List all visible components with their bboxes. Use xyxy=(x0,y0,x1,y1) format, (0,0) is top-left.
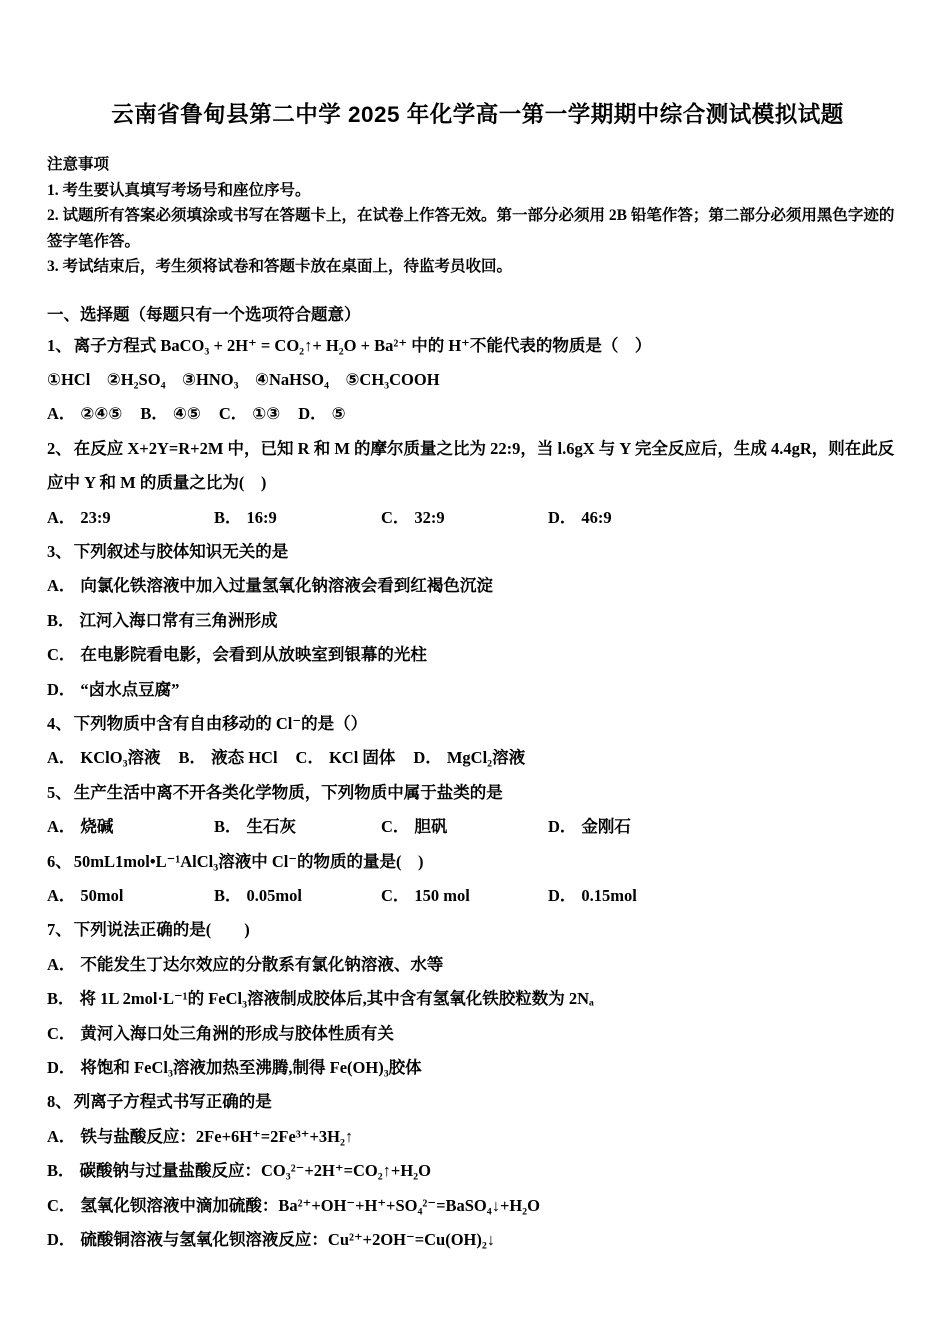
option-text: 32:9 xyxy=(414,507,445,527)
option-label: A． xyxy=(47,886,76,905)
options xyxy=(47,810,908,844)
options xyxy=(47,879,908,913)
option-label: C． xyxy=(47,645,76,665)
option-text: 生石灰 xyxy=(246,817,297,837)
question-text: 在反应 X+2Y=R+2M 中，已知 R 和 M 的摩尔质量之比为 22:9，当 l.6gX 与 Y 完全反应后，生成 4.4gR，则在此反应中 Y 和 M 的质量之比为( ) xyxy=(47,438,895,493)
option-label: D． xyxy=(548,507,577,527)
option-label: C． xyxy=(47,1195,76,1215)
question-stem xyxy=(47,432,908,501)
option-text: 江河入海口常有三角洲形成 xyxy=(79,610,278,630)
option-label: B． xyxy=(47,610,75,630)
question-stem xyxy=(47,1085,908,1119)
question-text: 列离子方程式书写正确的是 xyxy=(73,1092,272,1112)
option-C xyxy=(296,748,396,767)
option-text: ②④⑤ xyxy=(80,404,123,424)
option-text: ④⑤ xyxy=(172,404,201,424)
option-label: D． xyxy=(298,404,327,424)
section-header: 一、选择题（每题只有一个选项符合题意） xyxy=(47,305,361,324)
option-B xyxy=(47,982,908,1016)
option-C xyxy=(381,810,548,844)
option-label: B． xyxy=(214,817,242,837)
option-label: A． xyxy=(47,954,76,974)
option-D xyxy=(298,404,345,423)
option-label: A． xyxy=(47,576,76,596)
option-label: A． xyxy=(47,1126,76,1146)
option-text: 23:9 xyxy=(80,507,111,527)
option-text: 黄河入海口处三角洲的形成与胶体性质有关 xyxy=(80,1023,394,1043)
option-text: 将饱和 FeCl₃溶液加热至沸腾,制得 Fe(OH)₃胶体 xyxy=(80,1058,422,1078)
question-7 xyxy=(47,913,908,1085)
option-D xyxy=(548,879,715,913)
option-A xyxy=(47,879,214,913)
question-stem xyxy=(47,329,908,363)
option-text: 向氯化铁溶液中加入过量氢氧化钠溶液会看到红褐色沉淀 xyxy=(80,576,493,596)
option-text: 不能发生丁达尔效应的分散系有氯化钠溶液、水等 xyxy=(80,954,444,974)
option-label: A． xyxy=(47,817,76,837)
options xyxy=(47,397,908,431)
questions-list xyxy=(47,329,908,1258)
question-3 xyxy=(47,535,908,707)
option-text: 硫酸铜溶液与氢氧化钡溶液反应：Cu²⁺+2OH⁻=Cu(OH)₂↓ xyxy=(80,1230,496,1250)
option-label: A． xyxy=(47,748,76,768)
question-1 xyxy=(47,329,908,432)
option-text: 46:9 xyxy=(581,507,612,527)
question-number: 8、 xyxy=(47,1092,72,1112)
question-text: 下列说法正确的是( ) xyxy=(73,920,250,940)
notice-item: 1. 考生要认真填写考场号和座位序号。 xyxy=(47,181,311,199)
option-text: 0.15mol xyxy=(581,886,637,905)
option-text: 胆矾 xyxy=(414,817,448,837)
notice-section xyxy=(47,152,908,280)
option-C xyxy=(381,879,548,913)
option-text: MgCl₂溶液 xyxy=(446,748,526,768)
option-text: 碳酸钠与过量盐酸反应：CO₃²⁻+2H⁺=CO₂↑+H₂O xyxy=(79,1161,431,1181)
option-text: 氢氧化钡溶液中滴加硫酸：Ba²⁺+OH⁻+H⁺+SO₄²⁻=BaSO₄↓+H₂O xyxy=(80,1195,540,1215)
option-label: C． xyxy=(295,748,324,768)
option-text: 50mol xyxy=(80,886,124,905)
option-D xyxy=(47,1051,908,1085)
option-B xyxy=(47,604,908,638)
option-text: KClO₃溶液 xyxy=(80,748,161,768)
option-A xyxy=(47,810,214,844)
option-text: 铁与盐酸反应：2Fe+6H⁺=2Fe³⁺+3H₂↑ xyxy=(80,1126,354,1146)
option-B xyxy=(214,810,381,844)
options xyxy=(47,741,908,775)
question-number: 4、 xyxy=(47,713,72,733)
question-number: 5、 xyxy=(47,782,72,802)
option-text: ①③ xyxy=(252,404,281,424)
option-label: D． xyxy=(47,679,76,699)
options xyxy=(47,569,908,707)
question-number: 2、 xyxy=(47,438,72,458)
notice-item: 3. 考试结束后，考生须将试卷和答题卡放在桌面上，待监考员收回。 xyxy=(47,258,513,275)
question-number: 1、 xyxy=(47,335,72,355)
question-5 xyxy=(47,776,908,845)
question-number: 3、 xyxy=(47,541,72,561)
option-D xyxy=(548,810,715,844)
option-B xyxy=(214,879,381,913)
option-label: A． xyxy=(47,507,76,527)
question-stem xyxy=(47,913,908,947)
notice-items xyxy=(47,178,908,280)
option-label: D． xyxy=(413,748,442,768)
question-text: 下列叙述与胶体知识无关的是 xyxy=(73,541,289,561)
option-B xyxy=(214,501,381,535)
option-label: D． xyxy=(47,1230,76,1250)
option-text: 烧碱 xyxy=(80,817,114,837)
option-label: A． xyxy=(47,404,76,424)
option-text: 液态 HCl xyxy=(211,748,278,768)
option-text: 金刚石 xyxy=(581,817,631,837)
question-text: 50mL1mol•L⁻¹AlCl₃溶液中 Cl⁻的物质的量是( ) xyxy=(73,851,424,871)
question-number: 7、 xyxy=(47,920,72,940)
option-label: B． xyxy=(140,404,168,424)
option-label: B． xyxy=(47,989,75,1009)
option-label: B． xyxy=(47,1161,75,1181)
question-6 xyxy=(47,845,908,914)
notice-item: 2. 试题所有答案必须填涂或书写在答题卡上，在试卷上作答无效。第一部分必须用 2B 铅笔作答；第二部分必须用黑色字迹的签字笔作答。 xyxy=(47,207,895,250)
option-label: C． xyxy=(218,404,248,424)
option-text: ⑤ xyxy=(331,404,346,424)
option-label: C． xyxy=(381,507,410,527)
notice-header: 注意事项 xyxy=(47,156,110,173)
option-B xyxy=(179,748,278,767)
question-text: 离子方程式 BaCO₃ + 2H⁺ = CO₂↑+ H₂O + Ba²⁺ 中的 H⁺不能代表的物质是（ ） xyxy=(73,335,652,355)
options xyxy=(47,948,908,1086)
question-number: 6、 xyxy=(47,851,72,871)
question-stem xyxy=(47,535,908,569)
option-A xyxy=(47,404,122,423)
page-title: 云南省鲁甸县第二中学 2025 年化学高一第一学期期中综合测试模拟试题 xyxy=(111,102,844,127)
option-A xyxy=(47,748,161,767)
question-text: 下列物质中含有自由移动的 Cl⁻的是（） xyxy=(73,713,368,733)
option-C xyxy=(381,501,548,535)
options xyxy=(47,501,908,535)
option-C xyxy=(219,404,280,423)
question-2 xyxy=(47,432,908,535)
option-label: C． xyxy=(47,1023,76,1043)
option-D xyxy=(413,748,525,767)
question-stem xyxy=(47,707,908,741)
option-label: D． xyxy=(47,1058,76,1078)
option-D xyxy=(548,501,715,535)
option-label: D． xyxy=(548,886,577,905)
option-text: 16:9 xyxy=(246,507,277,527)
option-text: “卤水点豆腐” xyxy=(80,679,180,699)
option-D xyxy=(47,673,908,707)
option-A xyxy=(47,569,908,603)
question-8 xyxy=(47,1085,908,1257)
option-C xyxy=(47,638,908,672)
option-B xyxy=(47,1154,908,1188)
option-label: D． xyxy=(548,817,577,837)
options xyxy=(47,1120,908,1258)
question-choices-line: ①HCl ②H₂SO₄ ③HNO₃ ④NaHSO₄ ⑤CH₃COOH xyxy=(47,369,440,389)
option-B xyxy=(140,404,200,423)
option-A xyxy=(47,1120,908,1154)
question-stem xyxy=(47,845,908,879)
option-text: 150 mol xyxy=(414,886,470,905)
option-A xyxy=(47,501,214,535)
question-text: 生产生活中离不开各类化学物质，下列物质中属于盐类的是 xyxy=(73,782,503,802)
option-D xyxy=(47,1223,908,1257)
option-text: 在电影院看电影，会看到从放映室到银幕的光柱 xyxy=(80,645,427,665)
option-A xyxy=(47,948,908,982)
question-4 xyxy=(47,707,908,776)
option-text: 将 1L 2mol·L⁻¹的 FeCl₃溶液制成胶体后,其中含有氢氧化铁胶粒数为 2Nₐ xyxy=(79,989,594,1009)
option-text: 0.05mol xyxy=(246,886,302,905)
option-C xyxy=(47,1189,908,1223)
question-stem xyxy=(47,776,908,810)
option-label: C． xyxy=(381,886,410,905)
option-label: B． xyxy=(214,886,242,905)
option-label: B． xyxy=(214,507,242,527)
option-C xyxy=(47,1017,908,1051)
option-label: C． xyxy=(381,817,410,837)
option-label: B． xyxy=(178,748,207,768)
option-text: KCl 固体 xyxy=(328,748,396,768)
